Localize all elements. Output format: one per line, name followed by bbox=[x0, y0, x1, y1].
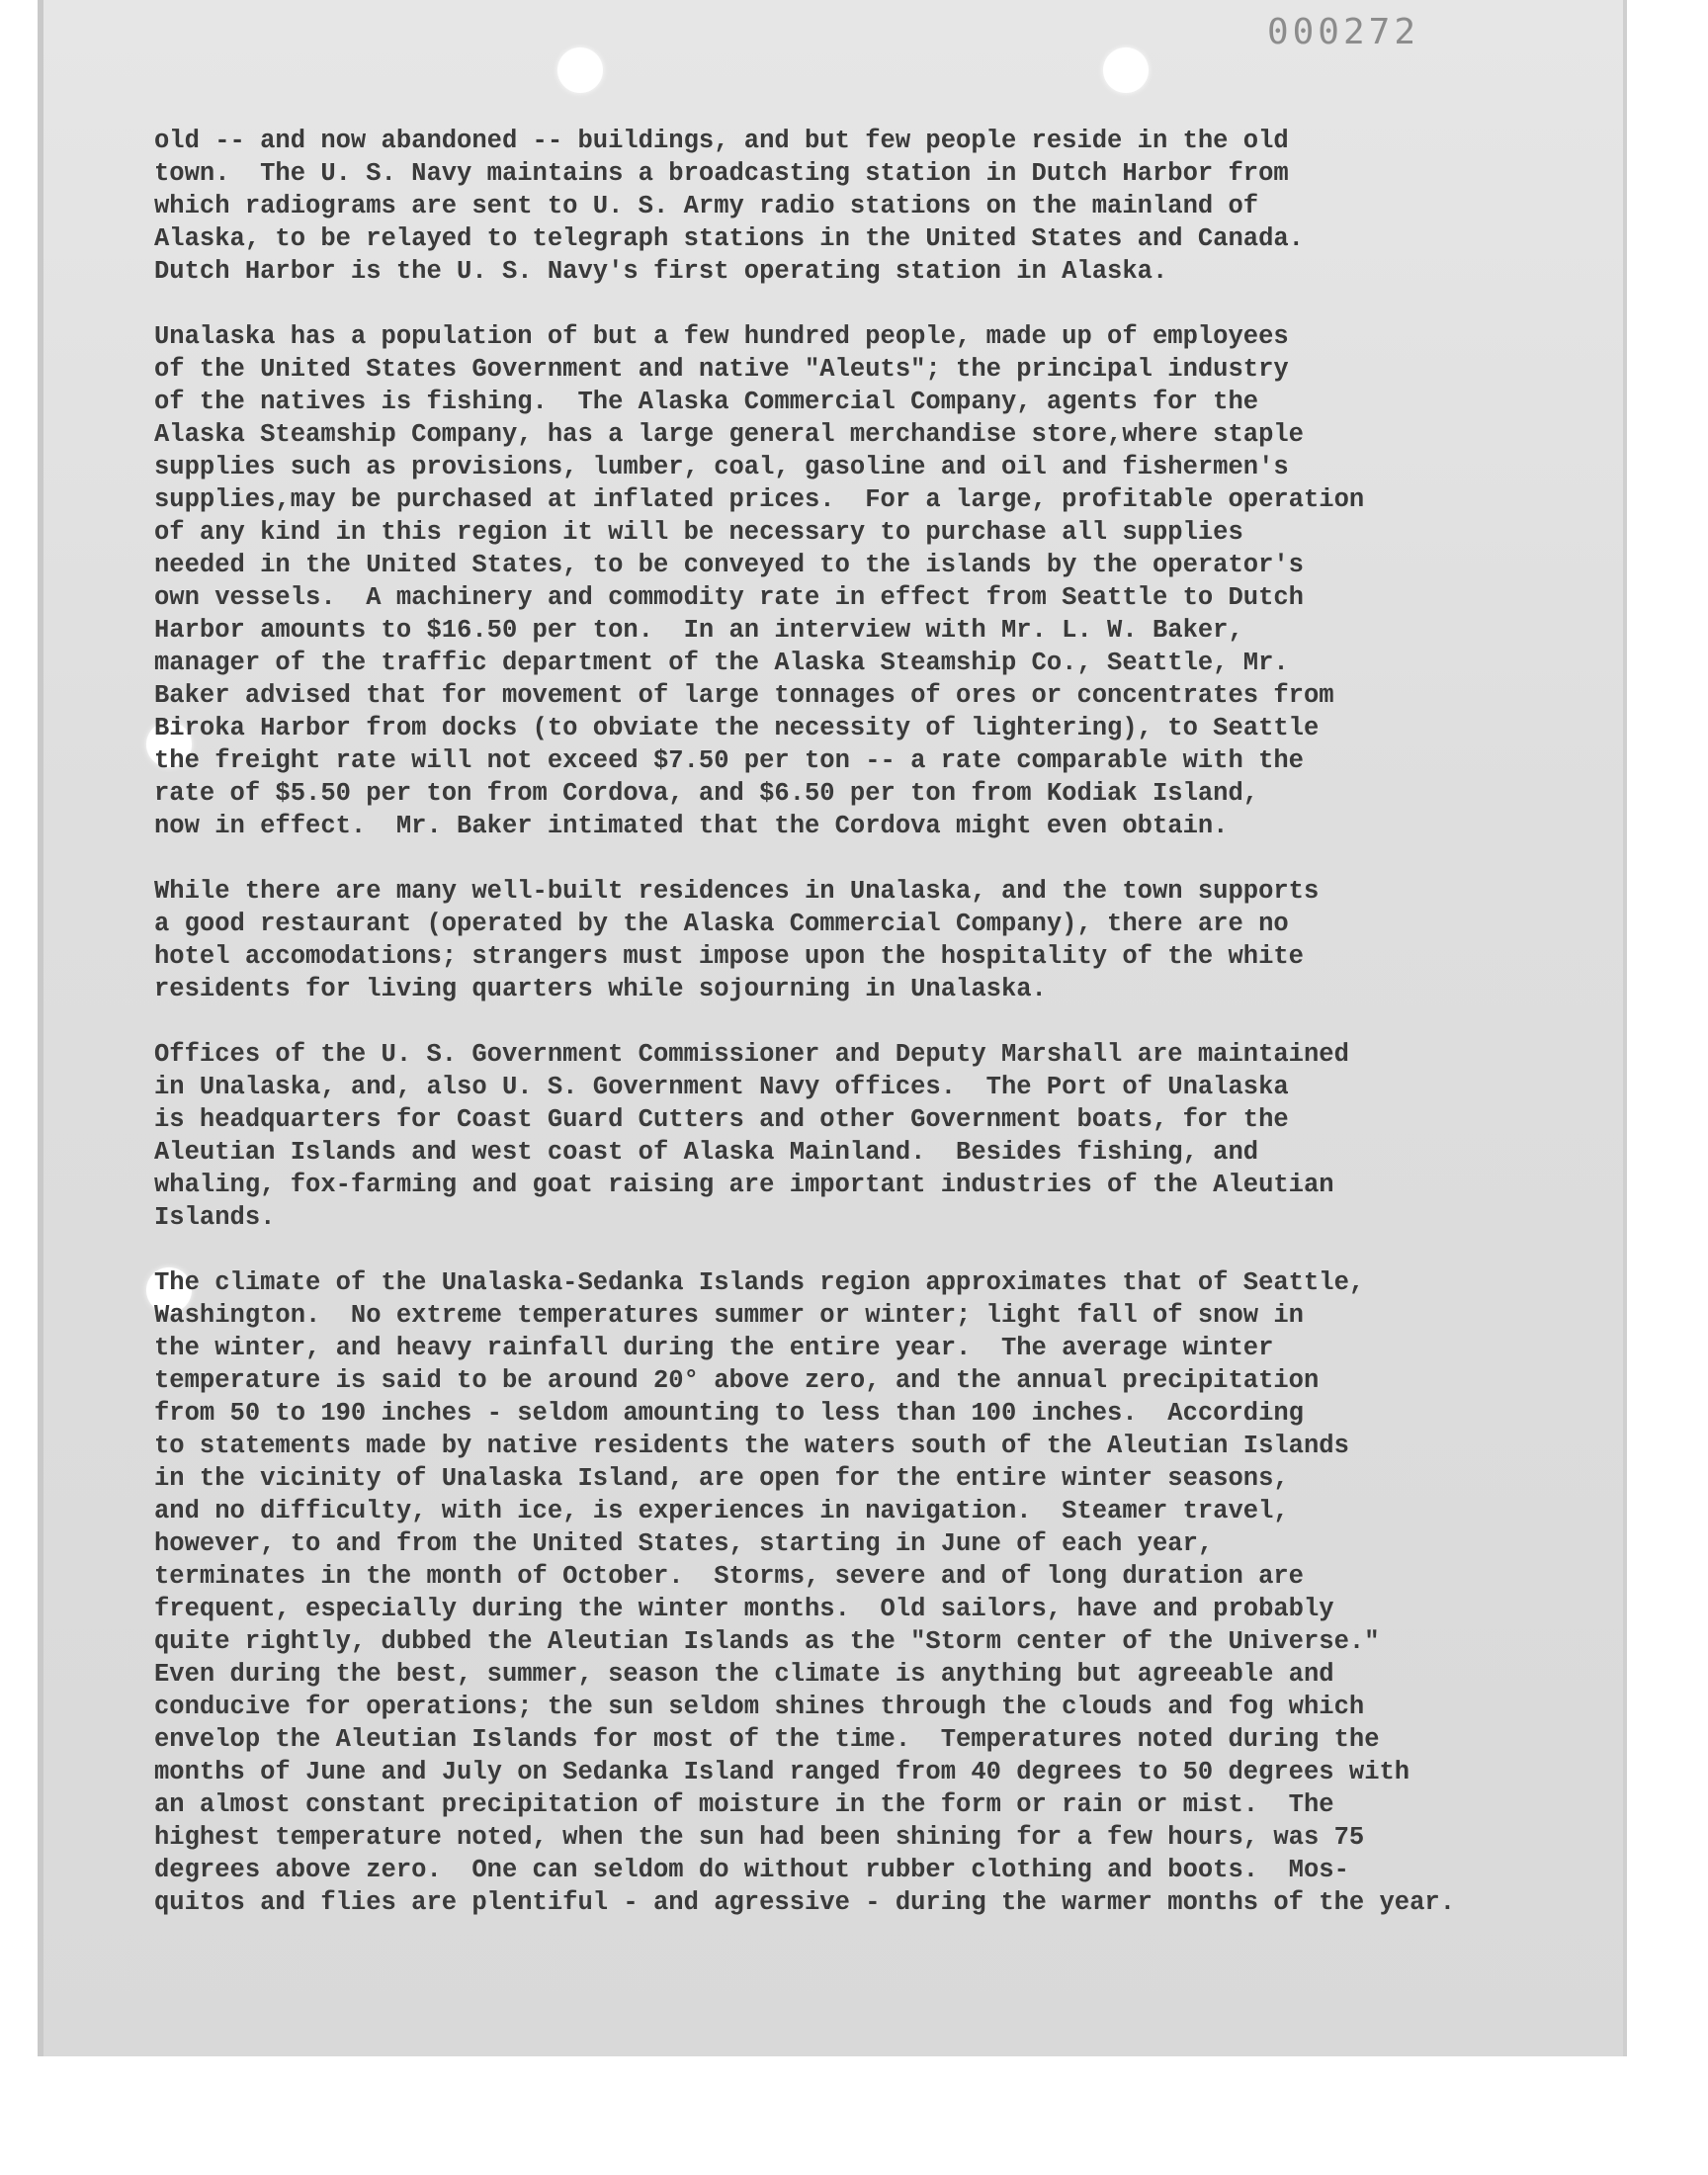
text-line: Even during the best, summer, season the climate is anything but agreeable and bbox=[154, 1660, 1334, 1689]
text-line: now in effect. Mr. Baker intimated that the Cordova might even obtain. bbox=[154, 812, 1229, 840]
text-line: frequent, especially during the winter months. Old sailors, have and probably bbox=[154, 1595, 1334, 1623]
text-line: degrees above zero. One can seldom do without rubber clothing and boots. Mos- bbox=[154, 1856, 1349, 1884]
text-line: Harbor amounts to $16.50 per ton. In an interview with Mr. L. W. Baker, bbox=[154, 616, 1243, 645]
text-line: which radiograms are sent to U. S. Army radio stations on the mainland of bbox=[154, 192, 1259, 220]
text-line: old -- and now abandoned -- buildings, and but few people reside in the old bbox=[154, 127, 1289, 155]
text-line: own vessels. A machinery and commodity rate in effect from Seattle to Dutch bbox=[154, 583, 1304, 612]
text-line: of the United States Government and native "Aleuts"; the principal industry bbox=[154, 355, 1289, 384]
text-line: While there are many well-built residences in Unalaska, and the town supports bbox=[154, 877, 1320, 906]
text-line: a good restaurant (operated by the Alaska Commercial Company), there are no bbox=[154, 910, 1289, 938]
text-line: to statements made by native residents the waters south of the Aleutian Islands bbox=[154, 1432, 1349, 1460]
text-line: months of June and July on Sedanka Island ranged from 40 degrees to 50 degrees with bbox=[154, 1758, 1410, 1786]
text-line: however, to and from the United States, starting in June of each year, bbox=[154, 1529, 1214, 1558]
text-line: Biroka Harbor from docks (to obviate the necessity of lightering), to Seattle bbox=[154, 714, 1320, 742]
paragraph bbox=[154, 320, 1578, 842]
text-line: needed in the United States, to be conveyed to the islands by the operator's bbox=[154, 551, 1304, 579]
text-line: in Unalaska, and, also U. S. Government Navy offices. The Port of Unalaska bbox=[154, 1073, 1289, 1101]
punch-hole bbox=[1103, 47, 1149, 93]
text-line: manager of the traffic department of the Alaska Steamship Co., Seattle, Mr. bbox=[154, 649, 1289, 677]
text-line: supplies,may be purchased at inflated prices. For a large, profitable operation bbox=[154, 485, 1365, 514]
text-line: rate of $5.50 per ton from Cordova, and $6.50 per ton from Kodiak Island, bbox=[154, 779, 1259, 808]
text-line: in the vicinity of Unalaska Island, are open for the entire winter seasons, bbox=[154, 1464, 1289, 1493]
paragraph bbox=[154, 875, 1578, 1005]
text-line: Islands. bbox=[154, 1203, 276, 1232]
page-number: 000272 bbox=[1266, 12, 1419, 52]
text-line: Dutch Harbor is the U. S. Navy's first operating station in Alaska. bbox=[154, 257, 1168, 286]
paragraph bbox=[154, 125, 1578, 288]
text-line: conducive for operations; the sun seldom shines through the clouds and fog which bbox=[154, 1693, 1365, 1721]
document-body bbox=[154, 125, 1578, 1952]
text-line: from 50 to 190 inches - seldom amounting to less than 100 inches. According bbox=[154, 1399, 1304, 1428]
text-line: Alaska, to be relayed to telegraph stations in the United States and Canada. bbox=[154, 224, 1304, 253]
paragraph bbox=[154, 1266, 1578, 1919]
text-line: hotel accomodations; strangers must impose upon the hospitality of the white bbox=[154, 942, 1304, 971]
text-line: Offices of the U. S. Government Commissioner and Deputy Marshall are maintained bbox=[154, 1040, 1349, 1069]
text-line: whaling, fox-farming and goat raising are important industries of the Aleutian bbox=[154, 1171, 1334, 1199]
text-line: of the natives is fishing. The Alaska Commercial Company, agents for the bbox=[154, 388, 1259, 416]
text-line: an almost constant precipitation of moisture in the form or rain or mist. The bbox=[154, 1790, 1334, 1819]
text-line: is headquarters for Coast Guard Cutters and other Government boats, for the bbox=[154, 1105, 1289, 1134]
text-line: and no difficulty, with ice, is experiences in navigation. Steamer travel, bbox=[154, 1497, 1289, 1525]
text-line: temperature is said to be around 20° above zero, and the annual precipitation bbox=[154, 1366, 1320, 1395]
text-line: envelop the Aleutian Islands for most of the time. Temperatures noted during the bbox=[154, 1725, 1380, 1754]
text-line: Washington. No extreme temperatures summer or winter; light fall of snow in bbox=[154, 1301, 1304, 1330]
text-line: town. The U. S. Navy maintains a broadcasting station in Dutch Harbor from bbox=[154, 159, 1289, 188]
text-line: quite rightly, dubbed the Aleutian Islands as the "Storm center of the Universe." bbox=[154, 1627, 1380, 1656]
text-line: supplies such as provisions, lumber, coal, gasoline and oil and fishermen's bbox=[154, 453, 1289, 481]
punch-hole bbox=[557, 47, 603, 93]
text-line: terminates in the month of October. Storms, severe and of long duration are bbox=[154, 1562, 1304, 1591]
text-line: Unalaska has a population of but a few hundred people, made up of employees bbox=[154, 322, 1289, 351]
text-line: residents for living quarters while sojourning in Unalaska. bbox=[154, 975, 1047, 1003]
paragraph bbox=[154, 1038, 1578, 1234]
text-line: of any kind in this region it will be necessary to purchase all supplies bbox=[154, 518, 1243, 547]
text-line: The climate of the Unalaska-Sedanka Islands region approximates that of Seattle, bbox=[154, 1268, 1365, 1297]
text-line: Alaska Steamship Company, has a large general merchandise store,where staple bbox=[154, 420, 1304, 449]
text-line: highest temperature noted, when the sun had been shining for a few hours, was 75 bbox=[154, 1823, 1365, 1852]
text-line: the freight rate will not exceed $7.50 per ton -- a rate comparable with the bbox=[154, 746, 1304, 775]
text-line: Baker advised that for movement of large tonnages of ores or concentrates from bbox=[154, 681, 1334, 710]
text-line: the winter, and heavy rainfall during the entire year. The average winter bbox=[154, 1334, 1274, 1362]
text-line: quitos and flies are plentiful - and agressive - during the warmer months of the year. bbox=[154, 1888, 1456, 1917]
text-line: Aleutian Islands and west coast of Alaska Mainland. Besides fishing, and bbox=[154, 1138, 1259, 1167]
